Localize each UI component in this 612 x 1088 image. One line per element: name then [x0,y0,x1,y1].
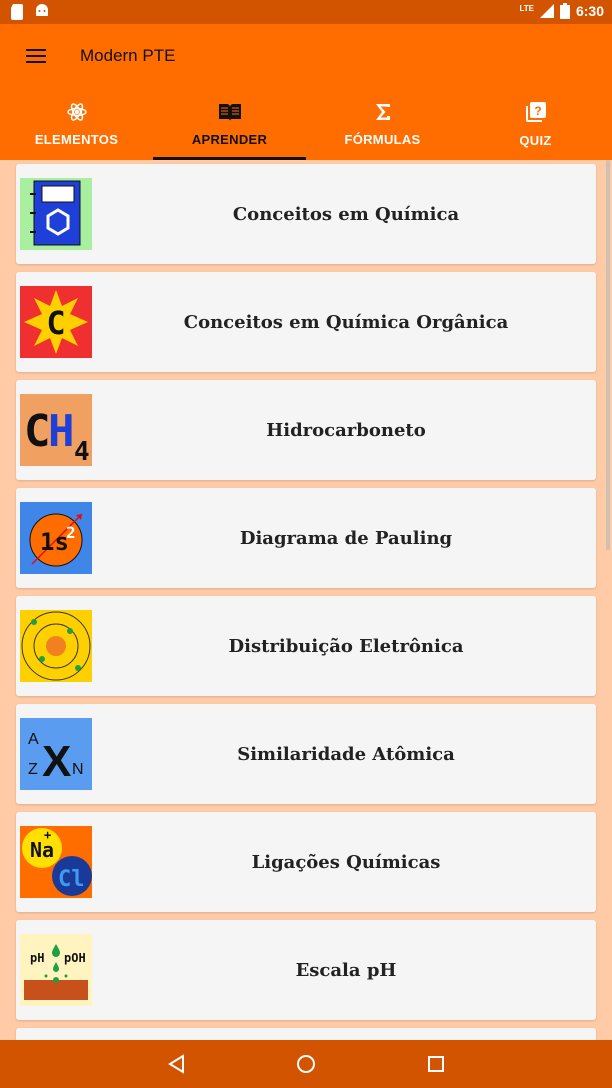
list-item[interactable] [16,272,596,372]
nacl-icon [20,826,92,898]
item-label: Ligações Químicas [251,851,441,873]
ph-scale-icon [20,934,92,1006]
menu-button[interactable] [16,40,56,72]
tab-aprender[interactable] [153,88,306,160]
svg-text:H: H [48,406,75,457]
svg-text:?: ? [533,103,542,118]
learn-list [0,160,612,1040]
carbon-symbol: C [46,304,66,342]
svg-text:4: 4 [74,437,90,466]
tab-elementos[interactable] [0,88,153,160]
scrollbar[interactable] [606,160,610,550]
svg-text:pH: pH [30,951,45,965]
list-item[interactable] [16,920,596,1020]
battery-icon [560,3,570,19]
status-bar [0,0,612,24]
back-button[interactable] [156,1044,196,1084]
hamburger-icon [26,49,46,63]
list-item[interactable] [16,704,596,804]
list-item-partial[interactable] [16,1028,596,1040]
book-icon [218,102,242,122]
recents-button[interactable] [416,1044,456,1084]
tab-label: APRENDER [191,131,268,147]
azxn-icon [20,718,92,790]
list-item[interactable] [16,596,596,696]
home-circle-icon [296,1054,316,1074]
signal-icon [540,4,554,18]
recents-square-icon [427,1055,445,1073]
svg-text:C: C [24,406,51,457]
android-icon [34,4,50,20]
atom-orbit-icon [20,610,92,682]
status-time: 6:30 [575,3,604,19]
atom-icon [67,102,87,122]
list-item[interactable] [16,380,596,480]
tab-label: QUIZ [519,132,552,148]
svg-text:Cl: Cl [58,867,85,892]
quiz-icon [525,101,547,123]
tab-quiz[interactable] [459,88,612,160]
network-label: LTE [519,3,534,13]
back-triangle-icon [167,1054,185,1074]
list-item[interactable] [16,812,596,912]
item-label: Hidrocarboneto [266,419,426,441]
svg-text:Z: Z [28,761,38,778]
tab-label: ELEMENTOS [34,131,119,147]
tab-formulas[interactable] [306,88,459,160]
tab-label: FÓRMULAS [344,131,421,147]
svg-text:1s: 1s [40,528,69,556]
svg-text:X: X [42,737,72,786]
item-label: Distribuição Eletrônica [228,635,464,657]
tab-bar [0,88,612,160]
item-label: Conceitos em Química Orgânica [183,311,509,333]
home-button[interactable] [286,1044,326,1084]
svg-text:+: + [44,828,52,842]
pauling-icon [20,502,92,574]
lab-device-icon [20,178,92,250]
app-title: Modern PTE [80,46,176,65]
app-bar [0,24,612,88]
list-item[interactable] [16,164,596,264]
carbon-star-icon [20,286,92,358]
sigma-icon [374,102,392,122]
ch4-icon [20,394,92,466]
item-label: Similaridade Atômica [237,743,455,765]
list-item[interactable] [16,488,596,588]
svg-text:Na: Na [30,838,55,862]
svg-text:2: 2 [66,523,76,542]
item-label: Conceitos em Química [232,203,460,225]
svg-text:pOH: pOH [64,951,86,965]
item-label: Escala pH [295,959,397,981]
navigation-bar [0,1040,612,1088]
svg-text:A: A [28,731,39,748]
sd-card-icon [10,4,24,20]
svg-text:N: N [72,761,84,778]
item-label: Diagrama de Pauling [239,527,453,549]
